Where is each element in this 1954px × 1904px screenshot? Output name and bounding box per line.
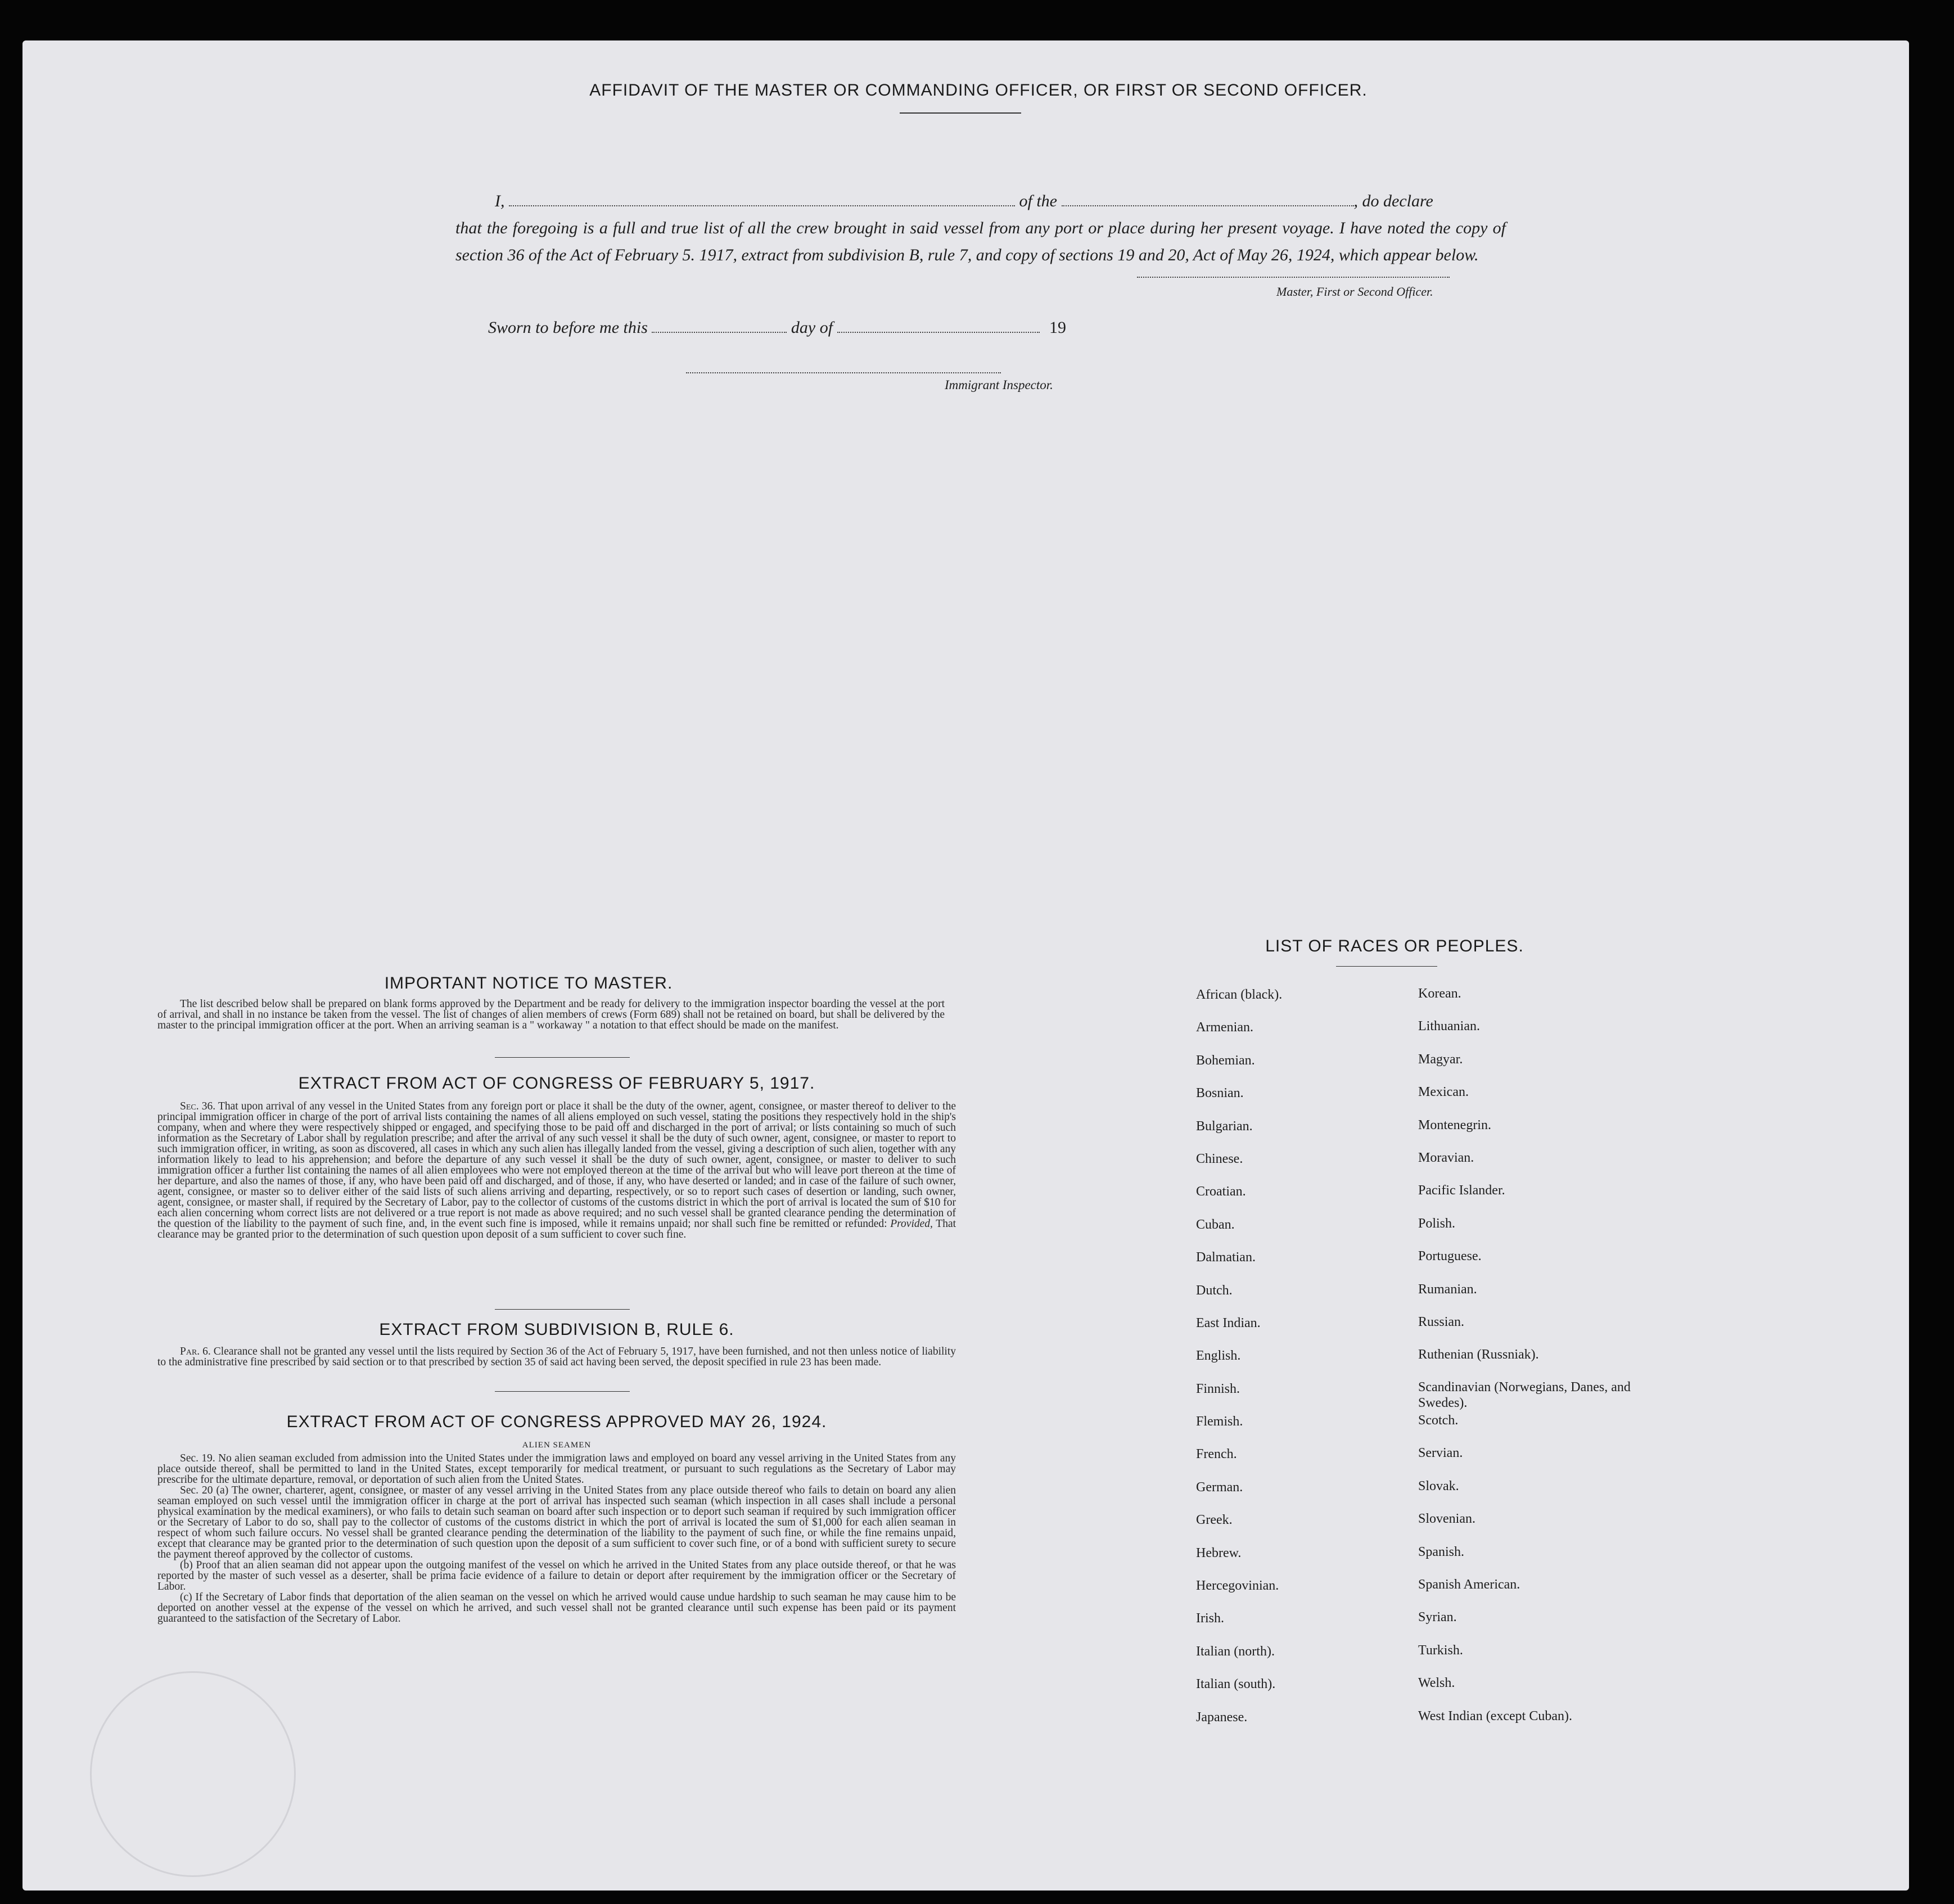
race-item: Welsh. — [1418, 1676, 1455, 1691]
race-item: German. — [1196, 1479, 1243, 1495]
affidavit-of-the: of the — [1019, 192, 1057, 210]
race-item: Armenian. — [1196, 1020, 1253, 1035]
races-column-1 — [1196, 986, 1398, 1741]
race-item: Irish. — [1196, 1611, 1224, 1626]
race-item: Ruthenian (Russniak). — [1418, 1347, 1539, 1362]
divider — [495, 1309, 630, 1310]
alien-seamen-subtitle: ALIEN SEAMEN — [522, 1441, 592, 1450]
extract-1917-title: EXTRACT FROM ACT OF CONGRESS OF FEBRUARY 5, 1917. — [298, 1074, 815, 1093]
sec-20a: Sec. 20 (a) The owner, charterer, agent, consignee, or master of any vessel arriving in the United States from any place outside thereof who fails to detain on board any alien seaman employed on such vessel until the immigration officer in charge at the port of arrival has inspected such seaman (which inspection in all cases shall include a personal physical examination by the medical examiners), or who fails to detain such seaman on board after such inspection or to deport such seaman if required by such immigration officer or the Secretary of Labor to do so, shall pay to the collector of customs of the customs district in which the port of arrival is located the sum of $1,000 for each alien seaman in respect of whom such failure occurs. No vessel shall be granted clearance pending the determination of the liability to the payment of such fine, or while the fine remains unpaid, except that clearance may be granted prior to the determination of such question upon the deposit of a sum sufficient to cover such fine, or of a bond with sufficient surety to secure the payment thereof approved by the collector of customs. — [157, 1485, 956, 1560]
notice-title: IMPORTANT NOTICE TO MASTER. — [384, 974, 673, 992]
race-item: Lithuanian. — [1418, 1019, 1480, 1034]
sworn-prefix: Sworn to before me this — [488, 318, 648, 337]
race-item: English. — [1196, 1348, 1241, 1364]
race-item: Montenegrin. — [1418, 1117, 1491, 1133]
name-blank[interactable] — [509, 205, 1015, 206]
sec-20c: (c) If the Secretary of Labor finds that deportation of the alien seaman on the vessel on which he arrived would cause undue hardship to such seaman he may cause him to be deported on another vessel at the expense of the vessel on which he arrived, and such vessel shall not be granted clearance until such expense has been paid or its payment guaranteed to the satisfaction of the Secretary of Labor. — [157, 1591, 956, 1625]
race-item: Russian. — [1418, 1314, 1465, 1329]
document-page — [22, 40, 1909, 1891]
race-item: Servian. — [1418, 1446, 1463, 1461]
notice-paragraph: The list described below shall be prepared on blank forms approved by the Department and be ready for delivery to the immigration inspector boarding the vessel at the port of arrival, and shall in no instance be taken from the vessel. The list of changes of alien members of crews (Form 689) shall not be retained on board, but shall be delivered by the master to the principal immigration officer at the port. When an arriving seaman is a " workaway " a notation to that effect should be made on the manifest. — [157, 998, 945, 1031]
embossed-seal — [90, 1671, 296, 1877]
signature-label: Master, First or Second Officer. — [1276, 285, 1433, 299]
inspector-signature-line[interactable] — [686, 372, 1001, 373]
day-blank[interactable] — [652, 332, 787, 333]
affidavit-paragraph: that the foregoing is a full and true list of all the crew brought in said vessel from any port or place during her present voyage. I have noted the copy of section 36 of the Act of February 5. 1917, extract from subdivision B, rule 7, and copy of sections 19 and 20, Act of May 26, 1924, which appear below. — [455, 219, 1506, 264]
race-item: Italian (south). — [1196, 1677, 1276, 1692]
sec-19: Sec. 19. No alien seaman excluded from admission into the United States under the immigration laws and employed on board any vessel arriving in the United States from any place outside thereof, shall be permitted to land in the United States, except temporarily for medical treatment, or pursuant to such regulations as the Secretary of Labor may prescribe for the ultimate departure, removal, or deportation of such alien from the United States. — [157, 1452, 956, 1486]
race-item: Pacific Islander. — [1418, 1183, 1505, 1198]
race-item: Spanish. — [1418, 1544, 1465, 1559]
race-item: Moravian. — [1418, 1150, 1474, 1165]
race-item: Spanish American. — [1418, 1577, 1520, 1592]
race-item: Slovak. — [1418, 1478, 1459, 1494]
sworn-year: 19 — [1049, 318, 1067, 337]
race-item: Turkish. — [1418, 1643, 1463, 1658]
signature-line[interactable] — [1137, 277, 1450, 278]
race-item: Dutch. — [1196, 1283, 1233, 1298]
divider — [495, 1391, 630, 1392]
race-item: Hercegovinian. — [1196, 1578, 1279, 1594]
extract-1917-text — [157, 1101, 956, 1240]
race-item: Flemish. — [1196, 1414, 1243, 1429]
race-item: Portuguese. — [1418, 1249, 1482, 1264]
race-item: Bulgarian. — [1196, 1118, 1253, 1134]
race-item: Hebrew. — [1196, 1545, 1242, 1560]
race-item: Slovenian. — [1418, 1512, 1475, 1527]
race-item: Scotch. — [1418, 1413, 1459, 1428]
inspector-label: Immigrant Inspector. — [945, 378, 1053, 392]
sec-36-text: That upon arrival of any vessel in the United States from any foreign port or place it shall be the duty of the owner, agent, consignee, or master thereof to deliver to the principal immigration officer in charge of the port of arrival lists containing the names of all aliens employed on such vessel, stating the positions they respectively hold in the ship's company, when and where they were respectively shipped or engaged, and specifying those to be paid off and discharged in the port of arrival; or lists containing so much of such information as the Secretary of Labor shall by regulation prescribe; and after the arrival of any such vessel it shall be the duty of such owner, agent, consignee, or master to report to such immigration officer, in writing, as soon as discovered, all cases in which any such alien has illegally landed from the vessel, giving a description of such alien, together with any information likely to lead to his apprehension; and before the departure of any such vessel it shall be the duty of such owner, agent, consignee, or master to deliver to such immigration officer a further list containing the names of all alien employees who were not employed thereon at the time of the arrival but who will leave port thereon at the time of her departure, and also the names of those, if any, who have been paid off and discharged, and of those, if any, who have deserted or landed; and in case of the failure of such owner, agent, consignee, or master so to deliver either of the said lists of such aliens arriving and departing, respectively, or so to report such cases of desertion or landing, such owner, agent, consignee, or master shall, if required by the Secretary of Labor, pay to the collector of customs of the customs district in which the port of arrival is located the sum of $10 for each alien concerning whom correct lists are not delivered or a true report is not made as above required; and no such vessel shall be granted clearance pending the determination of the question of the liability to the payment of such fine, and, in the event such fine is imposed, while it remains unpaid; nor shall such fine be remitted or refunded: — [157, 1100, 956, 1230]
race-item: African (black). — [1196, 987, 1283, 1002]
race-item: Polish. — [1418, 1216, 1456, 1231]
affidavit-title: AFFIDAVIT OF THE MASTER OR COMMANDING OFFICER, OR FIRST OR SECOND OFFICER. — [589, 81, 1368, 100]
race-item: Italian (north). — [1196, 1644, 1275, 1659]
proviso-text: That clearance may be granted prior to the determination of such question upon deposit of a sum sufficient to cover such fine. — [157, 1218, 956, 1240]
race-item: Korean. — [1418, 986, 1461, 1001]
race-item: Finnish. — [1196, 1381, 1240, 1396]
races-title: LIST OF RACES OR PEOPLES. — [1265, 937, 1524, 955]
race-item: Dalmatian. — [1196, 1250, 1256, 1265]
month-blank[interactable] — [837, 332, 1040, 333]
race-item: Greek. — [1196, 1513, 1233, 1528]
race-item: Bosnian. — [1196, 1086, 1244, 1101]
extract-1924-title: EXTRACT FROM ACT OF CONGRESS APPROVED MAY 26, 1924. — [286, 1413, 827, 1431]
vessel-blank[interactable] — [1062, 205, 1354, 206]
race-item: Croatian. — [1196, 1184, 1246, 1199]
sec-36-label: Sec. 36. — [180, 1100, 216, 1112]
race-item: Cuban. — [1196, 1217, 1235, 1232]
race-item: Rumanian. — [1418, 1282, 1477, 1297]
sec-20b: (b) Proof that an alien seaman did not appear upon the outgoing manifest of the vessel on which he arrived in the United States from any place outside thereof, or that he was reported by the master of such vessel as a deserter, shall be prima facie evidence of a failure to detain or deport after requirement by the immigration officer or the Secretary of Labor. — [157, 1559, 956, 1592]
race-item: Magyar. — [1418, 1052, 1463, 1067]
rule-6-text — [157, 1346, 956, 1368]
race-item: Bohemian. — [1196, 1053, 1255, 1068]
race-item: Syrian. — [1418, 1610, 1457, 1625]
race-item: Scandinavian (Norwegians, Danes, and Swedes). — [1418, 1379, 1631, 1410]
divider — [495, 1057, 630, 1058]
sworn-line — [488, 318, 1066, 337]
affidavit-i: I, — [495, 192, 505, 210]
races-column-2 — [1418, 985, 1654, 1740]
races-title-underline — [1336, 966, 1437, 967]
race-item: East Indian. — [1196, 1315, 1261, 1330]
par-6-label: Par. 6. — [180, 1346, 211, 1357]
title-underline — [900, 112, 1021, 114]
race-item: West Indian (except Cuban). — [1418, 1708, 1572, 1723]
race-item: Mexican. — [1418, 1085, 1469, 1100]
extract-1924-text — [157, 1453, 956, 1624]
sworn-day-of: day of — [791, 318, 833, 337]
affidavit-declare: , do declare — [1353, 192, 1433, 210]
race-item: Japanese. — [1196, 1709, 1248, 1725]
race-item: French. — [1196, 1447, 1237, 1462]
race-item: Chinese. — [1196, 1151, 1243, 1166]
proviso-label: Provided, — [890, 1218, 933, 1230]
affidavit-statement — [455, 188, 1506, 269]
notice-text — [157, 999, 945, 1031]
rule-6-title: EXTRACT FROM SUBDIVISION B, RULE 6. — [379, 1320, 734, 1339]
par-6-text: Clearance shall not be granted any vessel until the lists required by Section 36 of the Act of February 5, 1917, have been furnished, and not then unless notice of liability to the administrative fine prescribed by said section or to that prescribed by section 35 of said act having been served, the deposit specified in rule 23 has been made. — [157, 1346, 956, 1368]
